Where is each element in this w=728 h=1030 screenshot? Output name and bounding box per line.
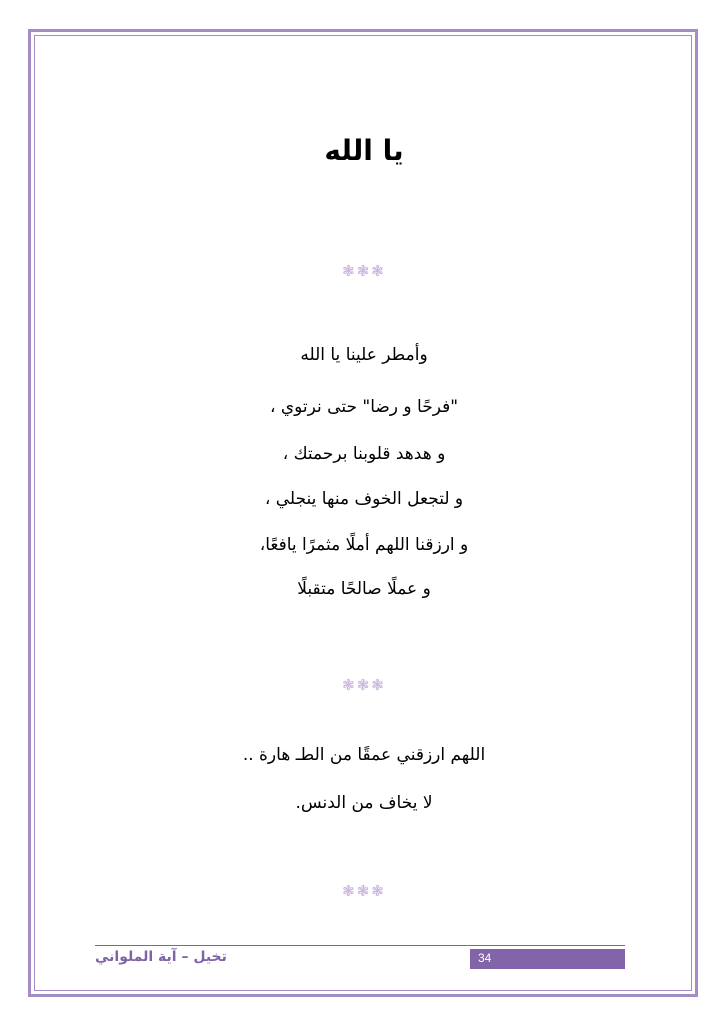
poem-line: و عملًا صالحًا متقبلًا: [297, 579, 431, 599]
poem-line: "فرحًا و رضا" حتى نرتوي ،: [269, 397, 459, 417]
poem-line: وأمطر علينا يا الله: [300, 345, 428, 365]
flower-ornament-icon: ❃❃❃: [342, 882, 386, 900]
poem-line: و ارزقنا اللهم أملًا مثمرًا يافعًا،: [259, 535, 469, 555]
footer-divider: [95, 945, 625, 946]
page-number-bar: [470, 949, 625, 969]
page-title: يا الله: [324, 134, 404, 167]
poem-line: و لتجعل الخوف منها ينجلي ،: [264, 489, 464, 509]
poem-line: لا يخاف من الدنس.: [295, 793, 433, 813]
page-number: 34: [478, 951, 492, 965]
poem-line: و هدهد قلوبنا برحمتك ،: [282, 444, 446, 464]
poem-line: اللهم ارزقني عمقًا من الطـ هارة ..: [242, 745, 486, 765]
page-border-inner: [34, 35, 692, 991]
footer-author: تخيل – آية الملواني: [95, 949, 227, 965]
flower-ornament-icon: ❃❃❃: [342, 676, 386, 694]
flower-ornament-icon: ❃❃❃: [342, 262, 386, 280]
